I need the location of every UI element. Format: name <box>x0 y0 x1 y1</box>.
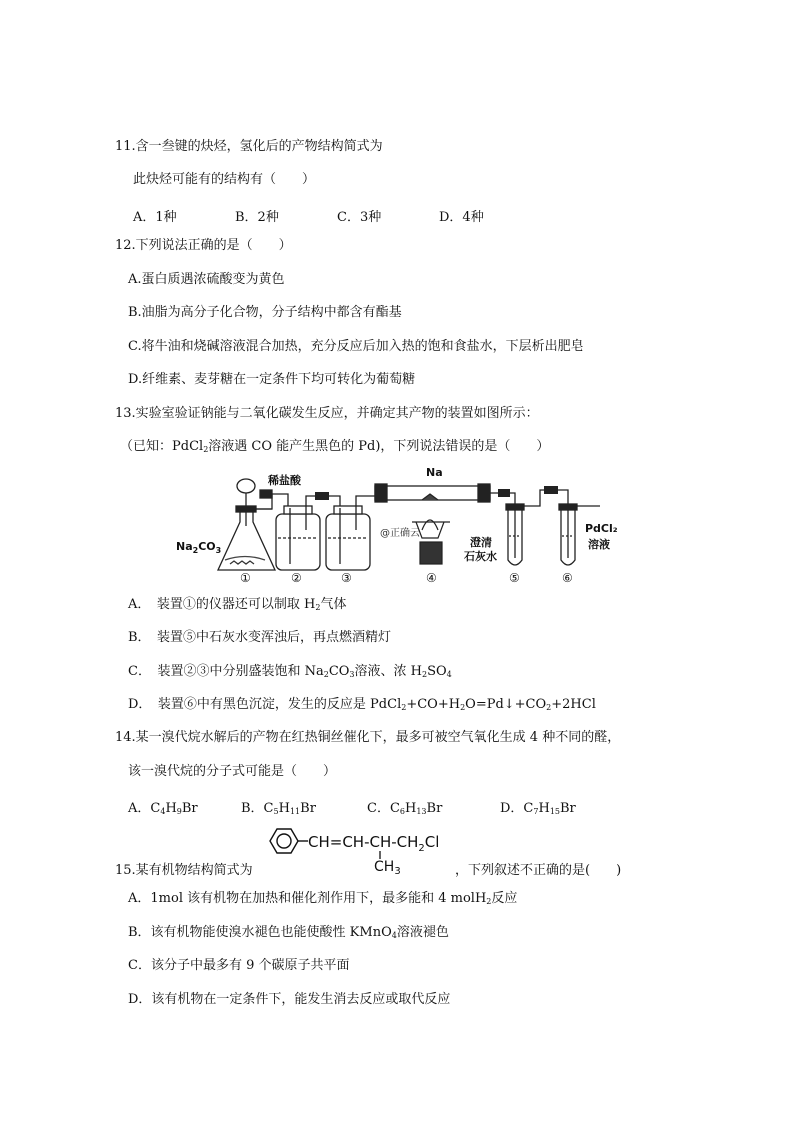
q15-structure-figure <box>262 823 482 877</box>
q14-option-a: A．$C_4H_9Br$ <box>128 801 198 816</box>
test-tube-5 <box>506 504 524 565</box>
benzene-ring <box>270 829 298 853</box>
q12-option-a: A.蛋白质遇浓硫酸变为黄色 <box>128 272 285 287</box>
label-watermark: @正确云 <box>380 528 420 539</box>
q11-option-b: B．2种 <box>235 210 279 225</box>
q11-option-a: A．1种 <box>133 210 177 225</box>
structure-branch: $CH_3$ <box>374 859 401 877</box>
q15-option-b: B．该有机物能使溴水褪色也能使酸性 KMnO$_4$溶液褪色 <box>128 925 449 940</box>
q13-option-d: D． 装置⑥中有黑色沉淀，发生的反应是 $PdCl_2+CO+H_2O=Pd↓+CO_2+2HCl$ <box>128 697 596 712</box>
q12-option-c: C.将牛油和烧碱溶液混合加热，充分反应后加入热的饱和食盐水，下层析出肥皂 <box>128 339 584 354</box>
number-3: ③ <box>341 571 352 585</box>
q13-option-c: C． 装置②③中分别盛装饱和 $Na_2CO_3$溶液、浓 $H_2SO_4$ <box>128 664 452 679</box>
q13-option-a: A． 装置①的仪器还可以制取 $H_2$气体 <box>128 597 347 612</box>
q14-option-c: C．$C_6H_{13}Br$ <box>367 801 443 816</box>
alcohol-lamp <box>412 520 450 564</box>
q12-stem: 12.下列说法正确的是（ ） <box>115 238 292 253</box>
q11-option-c: C．3种 <box>337 210 382 225</box>
q14-line2: 该一溴代烷的分子式可能是（ ） <box>128 764 337 779</box>
q15-option-a: A．1mol 该有机物在加热和催化剂作用下，最多能和 4 molH$_2$反应 <box>128 891 518 906</box>
q11-stem: 11.含一叁键的炔烃，氢化后的产物结构简式为 <box>115 139 383 154</box>
label-pdcl2-1: PdCl₂ <box>585 522 618 535</box>
q14-option-d: D．$C_7H_{15}Br$ <box>500 801 576 816</box>
q14-stem: 14.某一溴代烷水解后的产物在红热铜丝催化下，最多可被空气氧化生成 4 种不同的醛， <box>115 730 621 745</box>
label-pdcl2-2: 溶液 <box>588 538 610 551</box>
bottle-2 <box>276 506 320 570</box>
label-limewater-1: 澄清 <box>470 536 492 549</box>
experiment-apparatus-figure <box>160 460 618 585</box>
structure-main: $CH=CH-CH-CH_2Cl$ <box>308 833 440 854</box>
q12-option-b: B.油脂为高分子化合物，分子结构中都含有酯基 <box>128 305 402 320</box>
label-hcl: 稀盐酸 <box>268 474 301 487</box>
q11-option-d: D．4种 <box>439 210 484 225</box>
q15-stem-pre: 15.某有机物结构简式为 <box>115 863 253 878</box>
label-na2co3: $Na_2CO_3$ <box>176 540 222 555</box>
q13-note: （已知：PdCl$_2$溶液遇 CO 能产生黑色的 Pd)，下列说法错误的是（ ） <box>120 439 550 454</box>
q13-stem: 13.实验室验证钠能与二氧化碳发生反应，并确定其产物的装置如图所示： <box>115 406 539 421</box>
q13-option-b: B． 装置⑤中石灰水变浑浊后，再点燃酒精灯 <box>128 630 392 645</box>
q11-line2: 此炔烃可能有的结构有（ ） <box>133 172 316 187</box>
label-limewater-2: 石灰水 <box>464 550 497 563</box>
combustion-tube <box>375 484 490 502</box>
label-na: Na <box>426 466 443 479</box>
number-4: ④ <box>426 571 437 585</box>
number-5: ⑤ <box>509 571 520 585</box>
number-2: ② <box>291 571 302 585</box>
q12-option-d: D.纤维素、麦芽糖在一定条件下均可转化为葡萄糖 <box>128 372 416 387</box>
bottle-3 <box>326 506 370 570</box>
q14-option-b: B．$C_5H_{11}Br$ <box>241 801 316 816</box>
number-1: ① <box>240 571 251 585</box>
q15-stem-post: ，下列叙述不正确的是( ) <box>455 863 622 878</box>
number-6: ⑥ <box>562 571 573 585</box>
q15-option-d: D．该有机物在一定条件下，能发生消去反应或取代反应 <box>128 992 451 1007</box>
q15-option-c: C．该分子中最多有 9 个碳原子共平面 <box>128 958 350 973</box>
